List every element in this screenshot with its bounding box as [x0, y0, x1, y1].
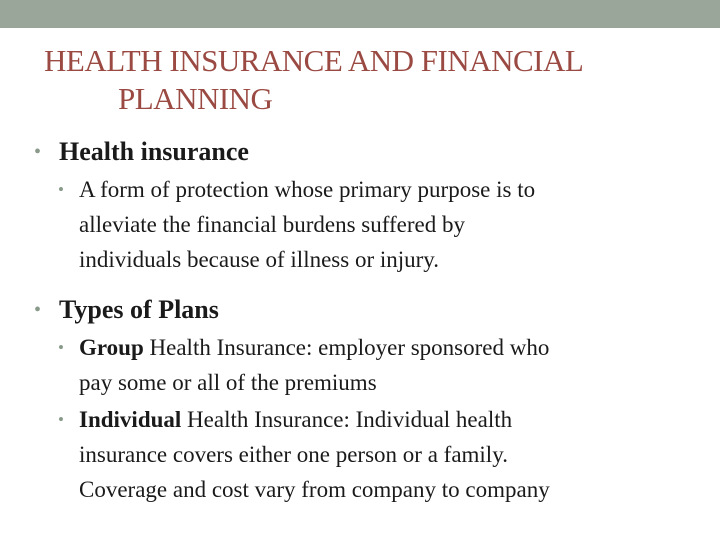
- bullet-health-definition: [58, 172, 684, 277]
- individual-line-1: [79, 402, 684, 437]
- definition-line-2: alleviate the financial burdens suffered by: [79, 212, 465, 237]
- individual-line-3: Coverage and cost vary from company to company: [79, 477, 550, 502]
- bullet-group-plan: [58, 330, 684, 400]
- definition-line-1: A form of protection whose primary purpose is to: [79, 177, 536, 202]
- individual-term: Individual: [79, 407, 182, 432]
- top-accent-bar: [0, 0, 720, 28]
- group-line-2: pay some or all of the premiums: [79, 370, 377, 395]
- group-line-1-text: Health Insurance: employer sponsored who: [143, 335, 550, 360]
- slide-body: [34, 136, 684, 507]
- title-line-2: PLANNING: [118, 81, 273, 116]
- heading-health-insurance: Health insurance: [59, 137, 249, 166]
- bullet-icon: •: [58, 410, 64, 429]
- bullet-icon: •: [58, 338, 64, 357]
- bullet-health-insurance: [34, 136, 684, 168]
- bullet-icon: •: [34, 141, 42, 163]
- definition-line-3: individuals because of illness or injury.: [79, 247, 440, 272]
- individual-line-2: insurance covers either one person or a family.: [79, 442, 508, 467]
- slide-title: [44, 42, 684, 118]
- group-line-1: [79, 330, 684, 365]
- bullet-icon: •: [58, 180, 64, 199]
- bullet-icon: •: [34, 299, 42, 321]
- bullet-individual-plan: [58, 402, 684, 507]
- title-line-1: HEALTH INSURANCE AND FINANCIAL: [44, 43, 584, 78]
- group-term: Group: [79, 335, 144, 360]
- heading-types-of-plans: Types of Plans: [59, 295, 219, 324]
- individual-line-1-text: Health Insurance: Individual health: [181, 407, 513, 432]
- bullet-types-of-plans: [34, 294, 684, 326]
